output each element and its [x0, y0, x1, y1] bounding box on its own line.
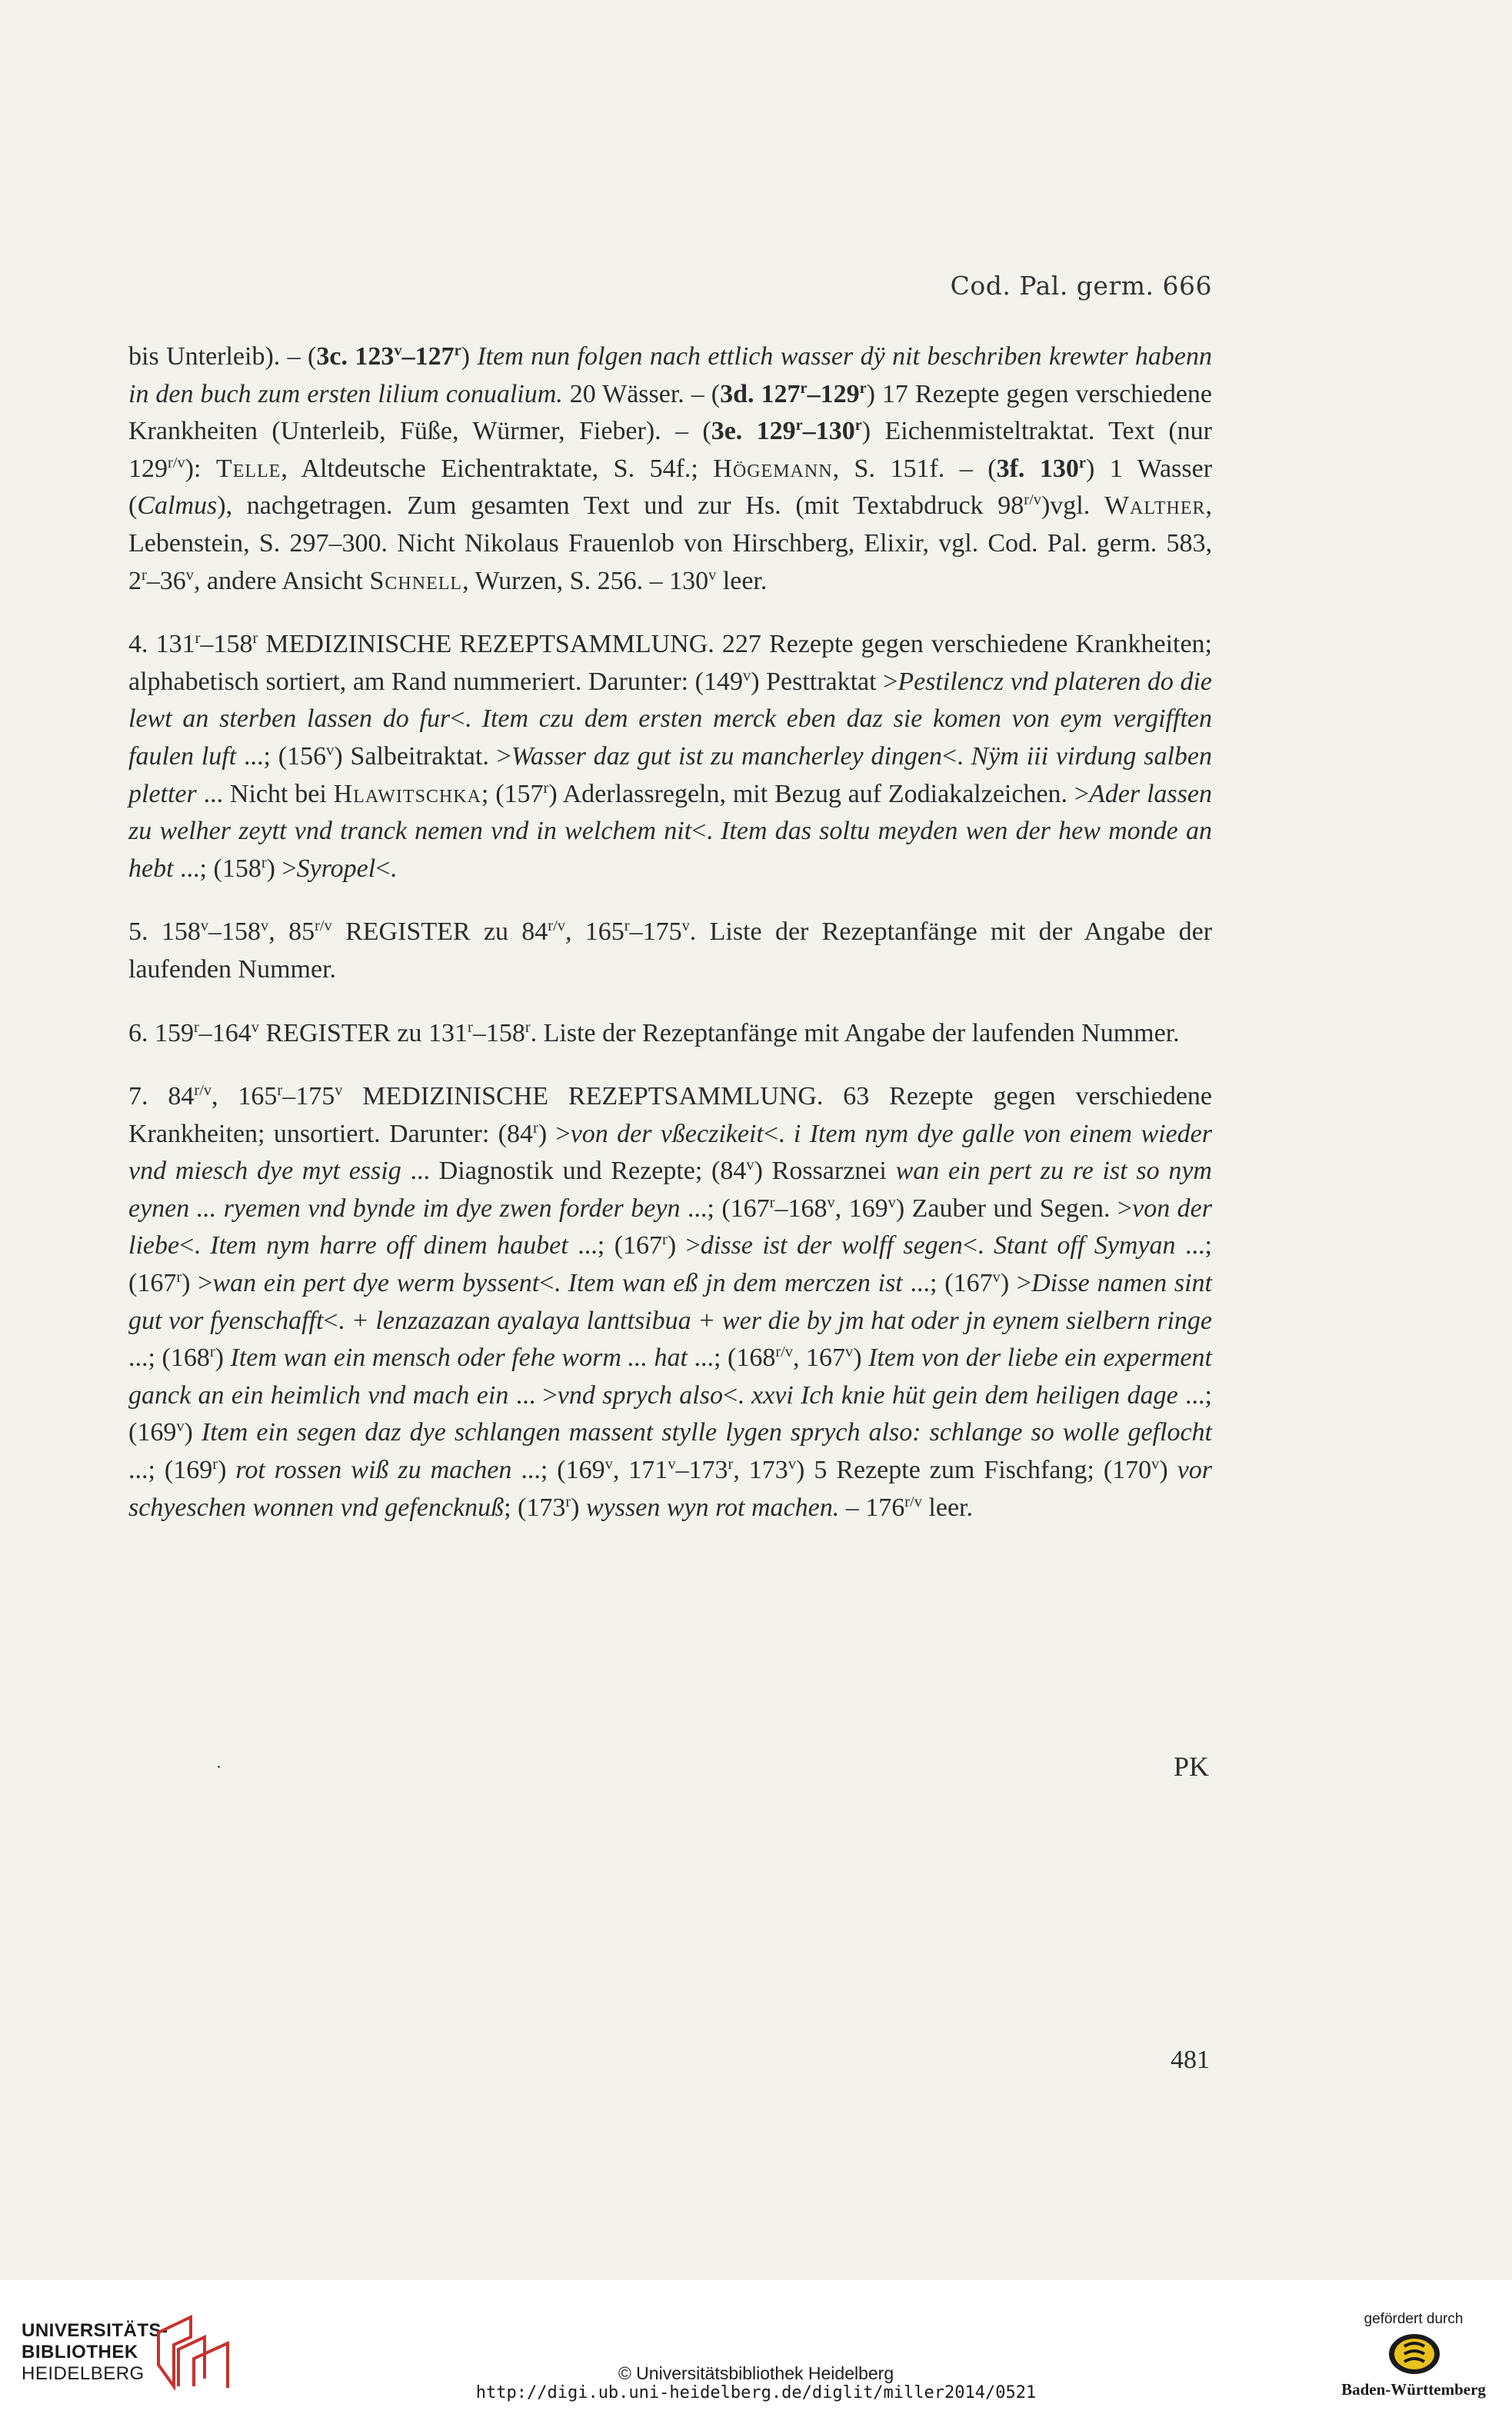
text-run: Item das soltu meyden wen der hew monde an hebt — [128, 817, 1212, 883]
text-run: r — [468, 1018, 473, 1036]
text-run: r — [212, 1455, 218, 1473]
text-run: v — [746, 1157, 754, 1174]
text-run: v — [176, 1418, 185, 1436]
text-run: ...; (158 — [173, 854, 261, 883]
text-run: ... > — [508, 1380, 558, 1410]
text-run: 3e. 129 — [711, 417, 796, 446]
paragraph — [128, 626, 1212, 887]
text-run: –158 — [208, 917, 261, 947]
text-run: v — [335, 1081, 343, 1099]
text-run: ) Aderlassregeln, mit Bezug auf Zodiakalzeichen. > — [548, 779, 1090, 808]
text-run: , 173 — [733, 1456, 788, 1485]
text-run: MEDIZINISCHE REZEPTSAMMLUNG. 227 Rezepte gegen verschiedene Krankheiten; alphabetisch sortiert, am Rand nummeriert. Darunter: (149 — [128, 630, 1213, 696]
text-run: ...; (167 — [680, 1194, 770, 1223]
text-run: ) 1 Wasser ( — [128, 454, 1213, 521]
text-run: r — [795, 416, 803, 434]
text-run: ...; (167 — [568, 1231, 663, 1260]
text-run: r — [533, 1119, 538, 1137]
permalink-url[interactable]: http://digi.ub.uni-heidelberg.de/diglit/miller2014/0521 — [475, 2383, 1037, 2402]
text-run: 3f. 130 — [996, 454, 1079, 483]
text-run: , andere Ansicht — [194, 566, 370, 595]
text-run: REGISTER zu 84 — [331, 917, 548, 947]
text-run: vor schyeschen wonnen vnd gefencknuß — [128, 1456, 1213, 1522]
text-run: . Liste der Rezeptanfänge mit Angabe der laufenden Nummer. — [530, 1018, 1180, 1047]
text-run: r/v — [194, 1081, 212, 1099]
text-run: r — [769, 1194, 775, 1211]
text-run: i Item nym dye galle von einem wieder vnd miesch dye myt essig — [128, 1119, 1213, 1186]
text-run: r — [454, 341, 461, 359]
text-run: ...; (167 — [902, 1269, 993, 1298]
text-run: v — [845, 1344, 854, 1361]
text-run: rot rossen wiß zu machen — [235, 1456, 512, 1485]
text-run: Item czu dem ersten merck eben daz sie komen von eym vergifften faulen luft — [128, 704, 1212, 771]
text-run: leer. — [921, 1493, 973, 1522]
text-run: r/v — [315, 917, 332, 935]
text-run: ) > — [182, 1269, 213, 1298]
text-run: <. — [179, 1231, 211, 1260]
text-run: r — [261, 854, 267, 871]
text-run: )vgl. — [1041, 491, 1104, 521]
text-run: v — [992, 1268, 1001, 1286]
text-run: ... Nicht bei — [196, 779, 334, 808]
text-run: 7. 84 — [128, 1082, 195, 1111]
text-run: ) > — [1000, 1269, 1032, 1298]
text-run: <. — [763, 1119, 794, 1148]
paragraph — [128, 338, 1212, 600]
text-run: Item wan ein mensch oder fehe worm ... hat — [230, 1344, 688, 1373]
text-run: , 169 — [834, 1194, 888, 1223]
digitization-footer — [0, 2280, 1512, 2414]
text-run: –164 — [198, 1018, 251, 1047]
text-run: ) — [571, 1493, 586, 1522]
text-run: –158 — [200, 630, 253, 659]
text-run: 6. 159 — [128, 1018, 194, 1047]
text-run: r — [565, 1493, 571, 1510]
text-run: r — [543, 779, 549, 797]
text-run: ...; (169 — [128, 1380, 1212, 1447]
text-run: wyssen wyn rot machen. — [586, 1493, 840, 1522]
text-run: ; (157 — [481, 779, 544, 808]
paragraph — [128, 914, 1212, 988]
text-run: v — [681, 917, 690, 935]
text-run: <. — [450, 704, 482, 734]
text-run: Telle — [215, 454, 281, 483]
text-run: 3d. 127 — [720, 379, 801, 408]
text-run: Schnell — [369, 566, 463, 595]
text-run: –129 — [807, 379, 860, 408]
funder-name: Baden-Württemberg — [1341, 2380, 1486, 2399]
text-run: , 165 — [211, 1082, 278, 1111]
text-run: ...; (168 — [687, 1344, 776, 1373]
text-run: r — [624, 917, 630, 935]
text-run: disse ist der wolff segen — [700, 1231, 963, 1260]
text-run: –127 — [401, 342, 455, 371]
text-run: ) Eichenmisteltraktat. Text (nur 129 — [128, 417, 1213, 483]
text-run: v — [326, 741, 335, 759]
text-run: ) Rossarznei — [754, 1157, 896, 1186]
text-run: MEDIZINISCHE REZEPTSAMMLUNG. 63 Rezepte gegen verschiedene Krankheiten; unsortiert. Darunter: (84 — [128, 1082, 1213, 1148]
coat-of-arms-icon — [1387, 2331, 1441, 2377]
text-run: Walther — [1104, 491, 1206, 521]
text-run: r — [859, 379, 867, 397]
text-run: ) — [218, 1456, 236, 1485]
text-run: ): — [185, 454, 216, 483]
text-run: Högemann — [713, 454, 833, 483]
text-run: <. — [722, 1380, 752, 1410]
text-run: v — [743, 667, 751, 684]
text-run: . Liste der Rezeptanfänge mit der Angabe der laufenden Nummer. — [128, 917, 1213, 984]
author-signature: PK — [1174, 1751, 1210, 1782]
text-run: , 171 — [612, 1456, 668, 1485]
text-run: Calmus — [137, 491, 218, 521]
text-run: ) — [1159, 1456, 1177, 1485]
text-run: Item ein segen daz dye schlangen massent stylle lygen sprych also: schlange so wolle geflocht — [201, 1418, 1212, 1447]
text-run: –36 — [146, 566, 186, 595]
text-run: , 165 — [565, 917, 624, 947]
text-run: 3c. 123 — [316, 342, 395, 371]
text-run: r — [142, 566, 147, 584]
library-name-line: HEIDELBERG — [22, 2363, 145, 2384]
text-run: r — [800, 379, 808, 397]
text-run: ...; (156 — [236, 741, 327, 771]
funded-by-label: gefördert durch — [1364, 2311, 1464, 2327]
text-run: , S. 151f. – ( — [832, 454, 997, 483]
text-run: Syropel — [296, 854, 376, 883]
text-run: v — [261, 917, 269, 935]
running-header: Cod. Pal. germ. 666 — [950, 271, 1212, 301]
text-run: ) — [184, 1418, 201, 1447]
text-run: bis Unterleib). – ( — [128, 342, 317, 371]
text-run: Wasser daz gut ist zu mancherley dingen — [511, 741, 943, 771]
text-run: v — [668, 1455, 676, 1473]
text-run: v — [251, 1018, 259, 1036]
text-run: r — [525, 1018, 531, 1036]
text-run: , 85 — [268, 917, 315, 947]
text-run: , Altdeutsche Eichentraktate, S. 54f.; — [281, 454, 714, 483]
text-run: Item wan eß jn dem merczen ist — [568, 1269, 903, 1298]
text-run: r/v — [904, 1493, 922, 1510]
text-run: ) > — [266, 854, 297, 883]
text-run: 20 Wässer. – ( — [562, 379, 721, 408]
text-run: Item nym harre off dinem haubet — [210, 1231, 568, 1260]
text-run: , Lebenstein, S. 297–300. Nicht Nikolaus Frauenlob von Hirschberg, Elixir, vgl. Cod. Pal. germ. 583, 2 — [128, 491, 1212, 595]
text-run: ...; (169 — [128, 1456, 213, 1485]
text-run: r — [209, 1344, 215, 1361]
text-run: r — [1078, 454, 1086, 471]
text-run: von der liebe — [128, 1194, 1212, 1260]
library-name-line: BIBLIOTHEK — [22, 2342, 138, 2362]
text-run: –130 — [802, 417, 855, 446]
text-run: r/v — [1024, 491, 1041, 509]
text-run: v — [185, 566, 194, 584]
text-run: <. — [323, 1306, 351, 1335]
text-run: Item nun folgen nach ettlich wasser dÿ nit beschriben krewter habenn in den buch zum ersten lilium conualium. — [128, 342, 1213, 408]
text-run: vnd sprych also — [557, 1380, 723, 1410]
text-run: –175 — [629, 917, 682, 947]
text-run: wan ein pert dye werm byssent — [212, 1269, 540, 1298]
text-run: <. — [375, 854, 397, 883]
text-run: <. — [962, 1231, 994, 1260]
text-run: Item von der liebe ein experment ganck an ein heimlich vnd mach ein — [128, 1344, 1212, 1410]
text-run: v — [827, 1194, 835, 1211]
text-run: Pestilencz vnd plateren do die lewt an sterben lassen do fur — [128, 667, 1212, 734]
text-run: ) 5 Rezepte zum Fischfang; (170 — [796, 1456, 1152, 1485]
copyright-notice: © Universitätsbibliothek Heidelberg — [618, 2363, 894, 2383]
text-run: <. — [539, 1269, 568, 1298]
text-run: ), nachgetragen. Zum gesamten Text und zur Hs. (mit Textabdruck 98 — [217, 491, 1024, 521]
text-run: ) — [853, 1344, 869, 1373]
text-run: v — [604, 1455, 613, 1473]
text-run: ) Salbeitraktat. > — [334, 741, 511, 771]
text-run: – 176 — [839, 1493, 905, 1522]
text-run: v — [200, 917, 209, 935]
paragraph — [128, 1078, 1212, 1527]
text-run: v — [788, 1455, 797, 1473]
text-run: Nÿm iii virdung salben pletter — [128, 741, 1212, 808]
text-run: v — [394, 341, 402, 359]
text-run: –173 — [675, 1456, 728, 1485]
paragraph — [128, 1015, 1212, 1053]
text-run: + lenzazazan ayalaya lanttsibua + wer die by jm hat oder jn eynem sielbern ringe — [351, 1306, 1212, 1335]
scan-speck — [218, 1766, 220, 1768]
text-run: r — [728, 1455, 734, 1473]
text-run: ) 17 Rezepte gegen verschiedene Krankheiten (Unterleib, Füße, Würmer, Fieber). – ( — [128, 379, 1212, 446]
text-run: ) — [461, 342, 478, 371]
page-number: 481 — [1171, 2046, 1210, 2074]
text-run: Ader lassen zu welher zeytt vnd tranck nemen vnd in welchem nit — [128, 779, 1212, 846]
text-run: –168 — [774, 1194, 828, 1223]
text-run: r/v — [168, 454, 185, 471]
text-run: <. — [942, 741, 971, 771]
text-run: r — [854, 416, 862, 434]
text-run: r/v — [775, 1344, 793, 1361]
text-run: , Wurzen, S. 256. – 130 — [462, 566, 709, 595]
text-run: ) > — [667, 1231, 701, 1260]
text-run: r — [252, 629, 258, 647]
text-run: Hlawitschka — [333, 779, 481, 808]
text-run: leer. — [716, 566, 768, 595]
text-run: r — [195, 629, 201, 647]
text-run: REGISTER zu 131 — [259, 1018, 468, 1047]
text-run: xxvi Ich knie hüt gein dem heiligen dage — [751, 1380, 1178, 1410]
text-run: Stant off Symyan — [993, 1231, 1176, 1260]
text-run: ) — [215, 1344, 231, 1373]
text-run: ...; (169 — [511, 1456, 605, 1485]
text-run: ... Diagnostik und Rezepte; (84 — [401, 1157, 747, 1186]
text-run: 4. 131 — [128, 630, 195, 659]
text-run: 5. 158 — [128, 917, 201, 947]
text-run: r — [662, 1231, 668, 1249]
text-run: –158 — [472, 1018, 525, 1047]
text-run: r — [176, 1268, 182, 1286]
text-run: wan ein pert zu re ist so nym eynen ... ryemen vnd bynde im dye zwen forder beyn — [128, 1157, 1212, 1223]
text-run: –175 — [282, 1082, 335, 1111]
text-run: ) Zauber und Segen. > — [895, 1194, 1133, 1223]
text-run: r/v — [548, 917, 565, 935]
funder-logo[interactable] — [1337, 2311, 1490, 2407]
text-run: ...; (167 — [128, 1231, 1212, 1298]
text-run: ...; (168 — [128, 1344, 210, 1373]
text-run: Disse namen sint gut vor fyenschafft — [128, 1269, 1213, 1335]
text-run: ) Pesttraktat > — [751, 667, 898, 696]
catalog-entry-text — [128, 338, 1212, 1553]
text-run: r — [194, 1018, 199, 1036]
text-run: v — [1151, 1455, 1160, 1473]
text-run: <. — [691, 817, 721, 846]
text-run: , 167 — [792, 1344, 846, 1373]
text-run: v — [708, 566, 717, 584]
text-run: von der vßeczikeit — [570, 1119, 764, 1148]
text-run: ) > — [538, 1119, 571, 1148]
text-run: ; (173 — [504, 1493, 566, 1522]
text-run: v — [888, 1194, 896, 1211]
library-name-line: UNIVERSITÄTS- — [22, 2320, 168, 2341]
text-run: r — [277, 1081, 283, 1099]
